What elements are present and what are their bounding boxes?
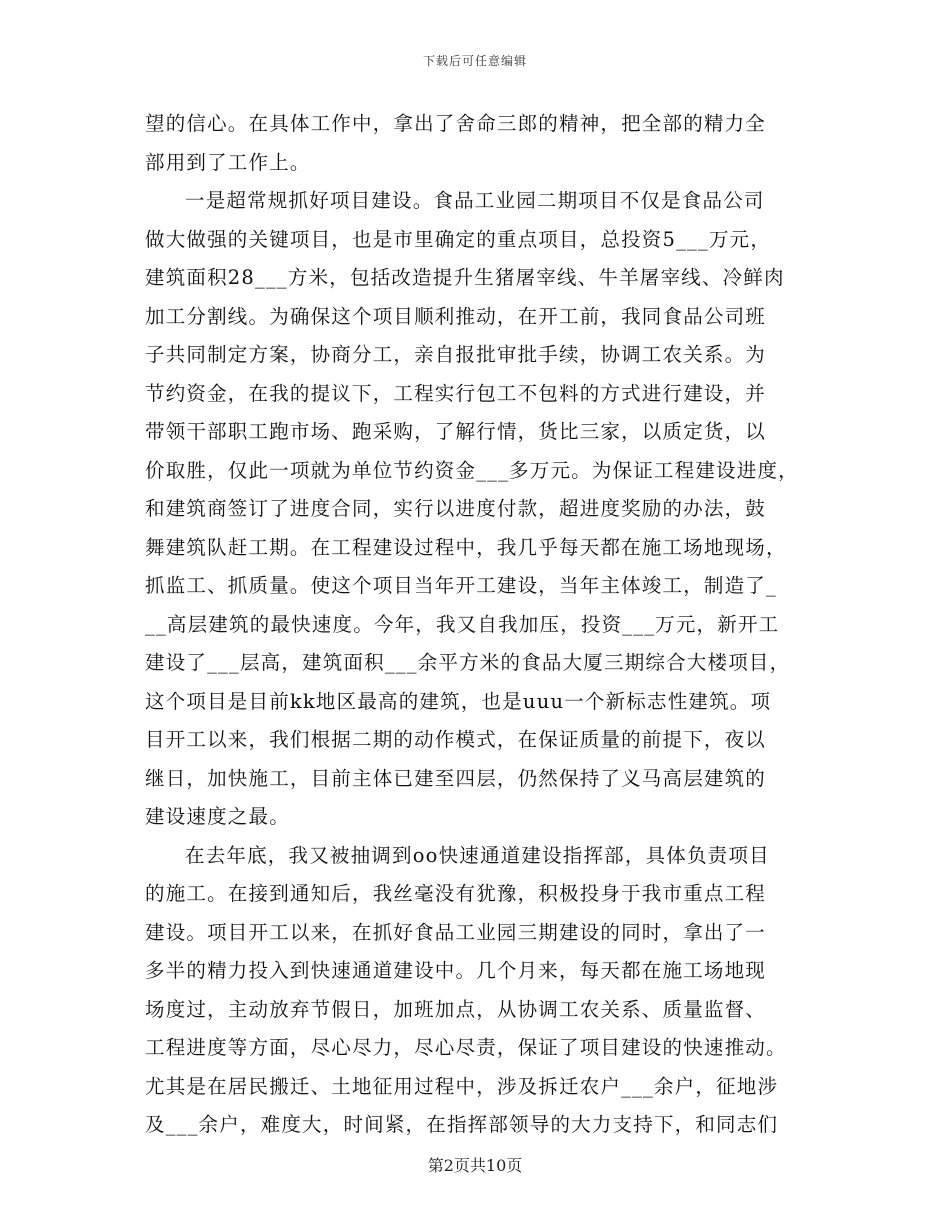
text-line: 建设。项目开工以来，在抓好食品工业园三期建设的同时，拿出了一 bbox=[145, 920, 767, 944]
text-line: 场度过，主动放弃节假日，加班加点，从协调工农关系、质量监督、 bbox=[145, 997, 767, 1021]
text-line: 节约资金，在我的提议下，工程实行包工不包料的方式进行建设，并 bbox=[145, 381, 767, 405]
page-header: 下载后可任意编辑 bbox=[422, 54, 527, 68]
text-line: 望的信心。在具体工作中，拿出了舍命三郎的精神，把全部的精力全 bbox=[145, 112, 767, 135]
text-line: 建设了___层高，建筑面积___余平方米的食品大厦三期综合大楼项目， bbox=[145, 651, 791, 674]
text-line: 加工分割线。为确保这个项目顺利推动，在开工前，我同食品公司班 bbox=[145, 304, 767, 328]
text-line: 及___余户，难度大，时间紧，在指挥部领导的大力支持下，和同志们 bbox=[145, 1113, 779, 1136]
text-line: 舞建筑队赶工期。在工程建设过程中，我几乎每天都在施工场地现场， bbox=[145, 535, 787, 559]
text-line: 建筑面积28___方米，包括改造提升生猪屠宰线、牛羊屠宰线、冷鲜肉 bbox=[145, 266, 785, 289]
document-body bbox=[145, 105, 805, 1145]
text-line: 一是超常规抓好项目建设。食品工业园二期项目不仅是食品公司 bbox=[185, 189, 765, 212]
text-line: 带领干部职工跑市场、跑采购，了解行情，货比三家，以质定货，以 bbox=[145, 420, 767, 443]
text-line: 目开工以来，我们根据二期的动作模式，在保证质量的前提下，夜以 bbox=[145, 728, 767, 751]
page-footer: 第2页共10页 bbox=[427, 1156, 523, 1175]
text-line: 的施工。在接到通知后，我丝毫没有犹豫，积极投身于我市重点工程 bbox=[145, 882, 767, 905]
text-line: 继日，加快施工，目前主体已建至四层，仍然保持了义马高层建筑的 bbox=[145, 766, 767, 790]
text-line: 做大做强的关键项目，也是市里确定的重点项目，总投资5___万元， bbox=[145, 227, 772, 251]
text-line: 和建筑商签订了进度合同，实行以进度付款，超进度奖励的办法，鼓 bbox=[145, 497, 767, 520]
text-line: 建设速度之最。 bbox=[145, 805, 290, 828]
text-line: 价取胜，仅此一项就为单位节约资金___多万元。为保证工程建设进度， bbox=[145, 458, 799, 482]
text-line: 抓监工、抓质量。使这个项目当年开工建设，当年主体竣工，制造了_ bbox=[145, 574, 777, 597]
text-line: 多半的精力投入到快速通道建设中。几个月来，每天都在施工场地现 bbox=[145, 959, 767, 982]
text-line: 部用到了工作上。 bbox=[145, 150, 311, 174]
text-line: 这个项目是目前kk地区最高的建筑，也是uuu一个新标志性建筑。项 bbox=[145, 689, 772, 713]
text-line: 在去年底，我又被抽调到oo快速通道建设指挥部，具体负责项目 bbox=[185, 843, 770, 867]
text-line: 尤其是在居民搬迁、土地征用过程中，涉及拆迁农户___余户，征地涉 bbox=[145, 1074, 779, 1098]
text-line: 工程进度等方面，尽心尽力，尽心尽责，保证了项目建设的快速推动。 bbox=[145, 1036, 787, 1059]
text-line: __高层建筑的最快速度。今年，我又自我加压，投资___万元，新开工 bbox=[145, 612, 780, 636]
text-line: 子共同制定方案，协商分工，亲自报批审批手续，协调工农关系。为 bbox=[145, 343, 767, 366]
